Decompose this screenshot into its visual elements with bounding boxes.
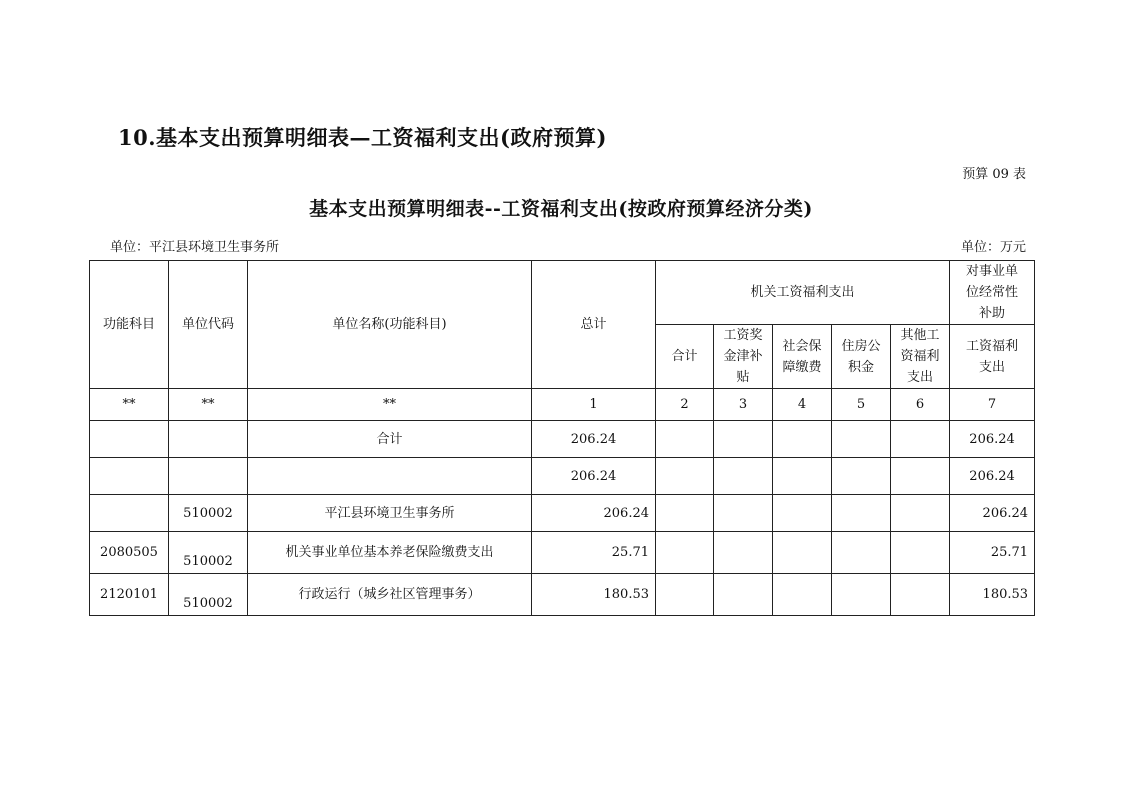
subtotal-cell <box>656 532 714 574</box>
subsidy-cell: 206.24 <box>950 421 1035 458</box>
function-code-cell: 2120101 <box>90 574 169 616</box>
social-security-cell <box>773 421 832 458</box>
housing-fund-cell <box>832 458 891 495</box>
table-row <box>90 495 1035 532</box>
unit-name-cell: 机关事业单位基本养老保险缴费支出 <box>248 532 532 574</box>
index-cell: 6 <box>891 389 950 421</box>
header-total: 总计 <box>532 261 656 389</box>
index-cell: 3 <box>714 389 773 421</box>
index-cell: 4 <box>773 389 832 421</box>
header-function-subject: 功能科目 <box>90 261 169 389</box>
social-security-cell <box>773 532 832 574</box>
other-welfare-cell <box>891 458 950 495</box>
header-housing-fund: 住房公 积金 <box>832 325 891 389</box>
subtotal-cell <box>656 458 714 495</box>
subsidy-cell: 25.71 <box>950 532 1035 574</box>
unit-code-cell: 510002 <box>169 495 248 532</box>
subtotal-cell <box>656 421 714 458</box>
unit-name-cell: 行政运行（城乡社区管理事务） <box>248 574 532 616</box>
subtotal-cell <box>656 495 714 532</box>
table-row <box>90 532 1035 574</box>
subsidy-cell: 206.24 <box>950 495 1035 532</box>
header-unit-name: 单位名称(功能科目) <box>248 261 532 389</box>
housing-fund-cell <box>832 574 891 616</box>
unit-code-cell: 510002 <box>169 532 248 574</box>
unit-code-cell <box>169 421 248 458</box>
unit-name-cell: 平江县环境卫生事务所 <box>248 495 532 532</box>
subsidy-cell: 180.53 <box>950 574 1035 616</box>
header-salary-bonus: 工资奖 金津补 贴 <box>714 325 773 389</box>
header-agency-salary-welfare: 机关工资福利支出 <box>656 261 950 325</box>
function-code-cell: 2080505 <box>90 532 169 574</box>
social-security-cell <box>773 458 832 495</box>
header-subtotal: 合计 <box>656 325 714 389</box>
header-unit-code: 单位代码 <box>169 261 248 389</box>
total-cell: 180.53 <box>532 574 656 616</box>
social-security-cell <box>773 495 832 532</box>
table-row <box>90 458 1035 495</box>
function-code-cell <box>90 458 169 495</box>
function-code-cell <box>90 421 169 458</box>
unit-name-cell <box>248 458 532 495</box>
housing-fund-cell <box>832 421 891 458</box>
salary-cell <box>714 532 773 574</box>
salary-cell <box>714 421 773 458</box>
other-welfare-cell <box>891 532 950 574</box>
currency-unit: 单位：万元 <box>960 240 1026 255</box>
social-security-cell <box>773 574 832 616</box>
subtotal-cell <box>656 574 714 616</box>
index-cell: ** <box>169 389 248 421</box>
table-title: 基本支出预算明细表--工资福利支出(按政府预算经济分类) <box>309 198 813 220</box>
unit-code-cell <box>169 458 248 495</box>
header-institution-subsidy: 对事业单 位经常性 补助 <box>950 261 1035 325</box>
index-cell: ** <box>248 389 532 421</box>
header-other-welfare: 其他工 资福利 支出 <box>891 325 950 389</box>
reporting-unit: 单位：平江县环境卫生事务所 <box>110 240 280 255</box>
unit-name-cell: 合计 <box>248 421 532 458</box>
table-number: 预算 09 表 <box>962 167 1026 182</box>
housing-fund-cell <box>832 532 891 574</box>
total-cell: 206.24 <box>532 458 656 495</box>
other-welfare-cell <box>891 574 950 616</box>
table-row <box>90 421 1035 458</box>
total-cell: 206.24 <box>532 495 656 532</box>
housing-fund-cell <box>832 495 891 532</box>
salary-cell <box>714 574 773 616</box>
index-cell: 5 <box>832 389 891 421</box>
function-code-cell <box>90 495 169 532</box>
subsidy-cell: 206.24 <box>950 458 1035 495</box>
total-cell: 25.71 <box>532 532 656 574</box>
index-cell: ** <box>90 389 169 421</box>
index-row <box>90 389 1035 421</box>
index-cell: 7 <box>950 389 1035 421</box>
unit-code-cell: 510002 <box>169 574 248 616</box>
page-title: 10.基本支出预算明细表—工资福利支出(政府预算) <box>118 125 607 150</box>
index-cell: 1 <box>532 389 656 421</box>
table-row <box>90 574 1035 616</box>
total-cell: 206.24 <box>532 421 656 458</box>
other-welfare-cell <box>891 421 950 458</box>
other-welfare-cell <box>891 495 950 532</box>
header-subsidy-salary-welfare: 工资福利 支出 <box>950 325 1035 389</box>
budget-table <box>89 260 1035 616</box>
salary-cell <box>714 495 773 532</box>
index-cell: 2 <box>656 389 714 421</box>
header-social-security: 社会保 障缴费 <box>773 325 832 389</box>
salary-cell <box>714 458 773 495</box>
